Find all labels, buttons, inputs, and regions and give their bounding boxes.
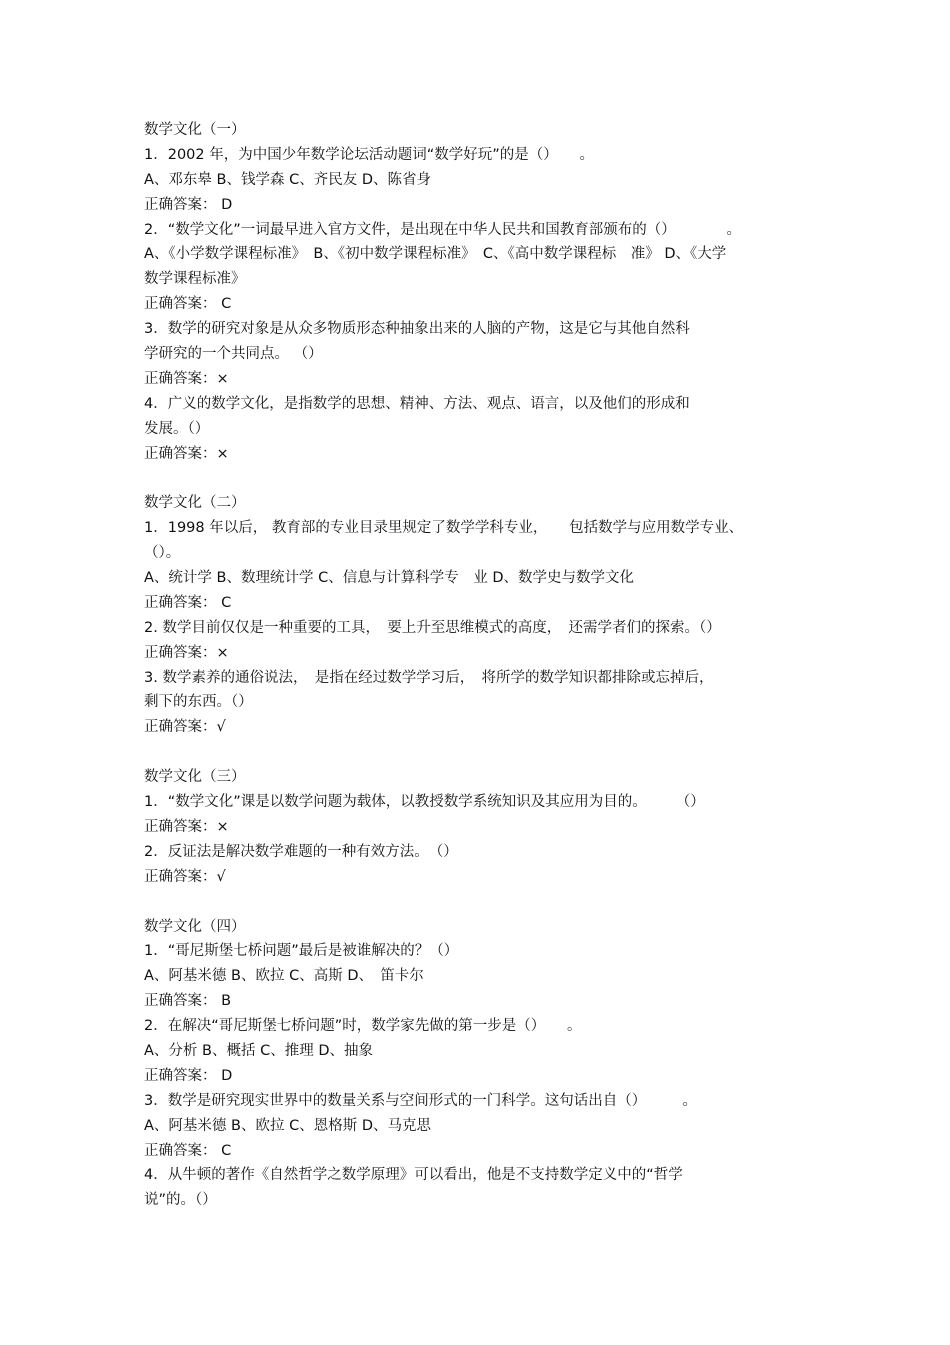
- text-line: 正确答案：√: [144, 719, 226, 736]
- text-line: （）。: [144, 545, 181, 562]
- section-gap: [144, 740, 824, 765]
- section-title: 数学文化（一）: [144, 122, 246, 138]
- text-line: 1．1998 年以后， 教育部的专业目录里规定了数学学科专业， 包括数学与应用数学专业、: [144, 520, 744, 537]
- text-line: A、分析 B、概括 C、推理 D、抽象: [144, 1042, 373, 1059]
- text-line: 正确答案： C: [144, 296, 232, 313]
- text-line: 正确答案： C: [144, 594, 232, 611]
- text-line: 正确答案：×: [144, 370, 229, 387]
- text-line: 3. 数学素养的通俗说法， 是指在经过数学学习后， 将所学的数学知识都排除或忘掉后，: [144, 669, 714, 686]
- text-line: 2．在解决“哥尼斯堡七桥问题”时，数学家先做的第一步是（） 。: [144, 1018, 582, 1035]
- text-line: 2．“数学文化”一词最早进入官方文件，是出现在中华人民共和国教育部颁布的（） 。: [144, 221, 741, 238]
- text-line: 4．广义的数学文化，是指数学的思想、精神、方法、观点、语言，以及他们的形成和: [144, 395, 690, 412]
- text-line: 发展。（）: [144, 420, 210, 437]
- text-line: 正确答案： C: [144, 1142, 232, 1159]
- document-page: [144, 118, 824, 1213]
- text-line: 数学课程标准》: [144, 271, 246, 288]
- text-line: 正确答案：√: [144, 868, 226, 885]
- text-line: 正确答案：×: [144, 644, 229, 661]
- text-line: 正确答案：×: [144, 445, 229, 462]
- text-line: A、统计学 B、数理统计学 C、信息与计算科学专 业 D、数学史与数学文化: [144, 570, 634, 587]
- text-line: 2．反证法是解决数学难题的一种有效方法。 （）: [144, 843, 458, 860]
- section-title: 数学文化（三）: [144, 769, 246, 786]
- text-line: 正确答案： D: [144, 1067, 233, 1084]
- text-line: A、邓东皋 B、钱学森 C、齐民友 D、陈省身: [144, 171, 431, 188]
- text-line: A、阿基米德 B、欧拉 C、高斯 D、 笛卡尔: [144, 968, 424, 985]
- section-gap: [144, 890, 824, 915]
- text-line: 剩下的东西。（）: [144, 694, 253, 711]
- text-line: 2. 数学目前仅仅是一种重要的工具， 要上升至思维模式的高度， 还需学者们的探索。（）: [144, 619, 721, 636]
- text-line: 3．数学是研究现实世界中的数量关系与空间形式的一门科学。这句话出自（） 。: [144, 1092, 697, 1109]
- text-line: 说”的。（）: [144, 1192, 217, 1209]
- text-line: 学研究的一个共同点。 （）: [144, 346, 323, 363]
- section-title: 数学文化（四）: [144, 918, 246, 935]
- text-line: 正确答案： B: [144, 993, 232, 1010]
- section-gap: [144, 466, 824, 491]
- text-line: 1．“数学文化”课是以数学问题为载体，以教授数学系统知识及其应用为目的。 （）: [144, 794, 705, 811]
- section-title: 数学文化（二）: [144, 495, 246, 512]
- text-line: 1．“哥尼斯堡七桥问题”最后是被谁解决的？（）: [144, 943, 459, 960]
- text-line: 正确答案：×: [144, 818, 229, 835]
- text-line: A、《小学数学课程标准》 B、《初中数学课程标准》 C、《高中数学课程标 准》 D、《大学: [144, 246, 727, 263]
- text-line: 1．2002 年，为中国少年数学论坛活动题词“数学好玩”的是（） 。: [144, 146, 595, 163]
- text-line: 4．从牛顿的著作《自然哲学之数学原理》可以看出，他是不支持数学定义中的“哲学: [144, 1167, 683, 1184]
- text-line: 3．数学的研究对象是从众多物质形态种抽象出来的人脑的产物，这是它与其他自然科: [144, 321, 690, 338]
- text-line: 正确答案： D: [144, 196, 233, 213]
- text-line: A、阿基米德 B、欧拉 C、恩格斯 D、马克思: [144, 1117, 431, 1134]
